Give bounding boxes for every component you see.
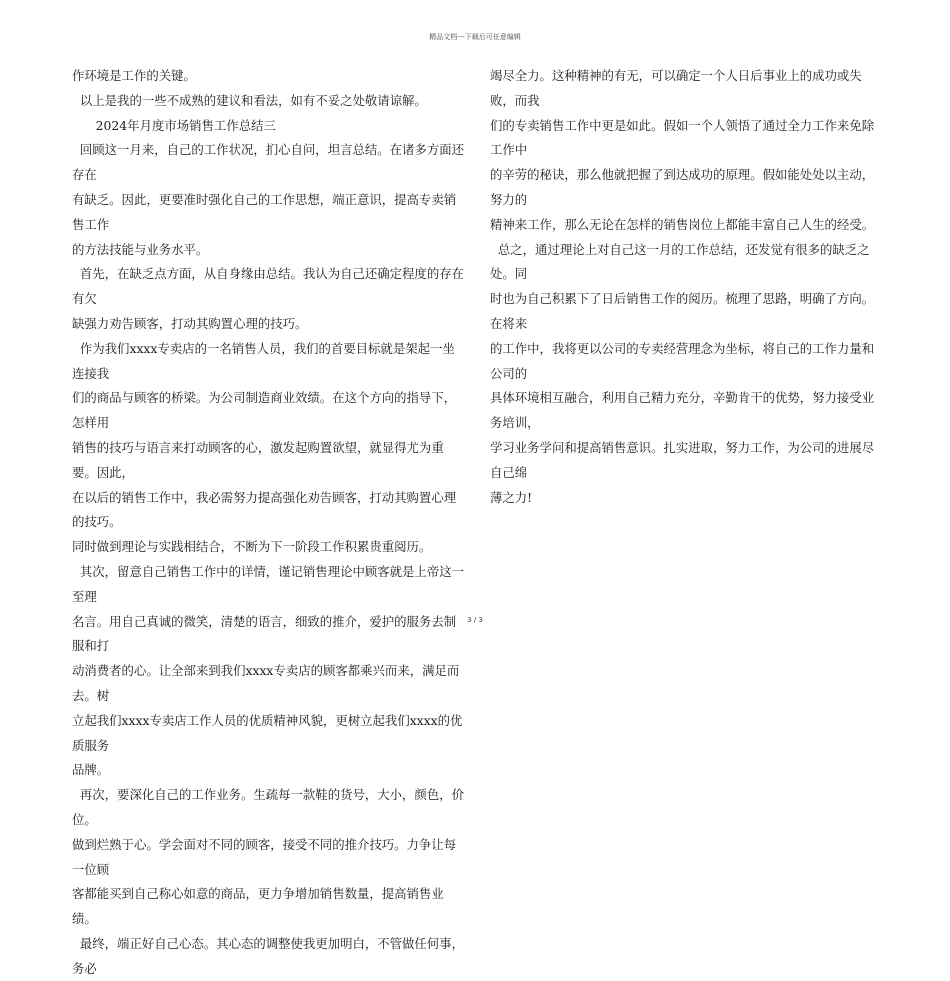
text-line: 回顾这一月来，自己的工作状况，扪心自问，坦言总结。在诸多方面还存在 bbox=[72, 142, 464, 183]
text-line: 立起我们xxxx专卖店工作人员的优质精神风貌，更树立起我们xxxx的优质服务 bbox=[72, 712, 463, 753]
text-line: 的工作中，我将更以公司的专卖经营理念为坐标，将自己的工作力量和公司的 bbox=[490, 340, 875, 381]
right-column bbox=[490, 64, 885, 510]
text-line: 的辛劳的秘诀，那么他就把握了到达成功的原理。假如能处处以主动，努力的 bbox=[490, 167, 875, 207]
text-line: 精神来工作，那么无论在怎样的销售岗位上都能丰富自己人生的经受。 bbox=[490, 216, 875, 232]
text-line: 同时做到理论与实践相结合，不断为下一阶段工作积累贵重阅历。 bbox=[72, 539, 432, 555]
text-line: 以上是我的一些不成熟的建议和看法，如有不妥之处敬请谅解。 bbox=[72, 92, 427, 108]
text-line: 学习业务学问和提高销售意识。扎实进取，努力工作，为公司的进展尽自己绵 bbox=[490, 439, 875, 480]
left-column bbox=[72, 64, 464, 981]
text-line: 做到烂熟于心。学会面对不同的顾客，接受不同的推介技巧。力争让每一位顾 bbox=[72, 836, 457, 877]
text-line: 总之，通过理论上对自己这一月的工作总结，还发觉有很多的缺乏之处。同 bbox=[490, 241, 870, 282]
text-line: 缺强力劝告顾客，打动其购置心理的技巧。 bbox=[72, 315, 308, 331]
text-line: 销售的技巧与语言来打动顾客的心，激发起购置欲望，就显得尤为重要。因此， bbox=[72, 439, 444, 480]
text-line: 其次，留意自己销售工作中的详情，谨记销售理论中顾客就是上帝这一至理 bbox=[72, 563, 464, 604]
text-line: 的方法技能与业务水平。 bbox=[72, 241, 209, 257]
text-line: 竭尽全力。这种精神的有无，可以确定一个人日后事业上的成功或失败，而我 bbox=[490, 68, 862, 108]
text-line: 在以后的销售工作中，我必需努力提高强化劝告顾客，打动其购置心理的技巧。 bbox=[72, 489, 457, 530]
text-line: 最终，端正好自己心态。其心态的调整使我更加明白，不管做任何事，务必 bbox=[72, 935, 464, 976]
text-line: 首先，在缺乏点方面，从自身缘由总结。我认为自己还确定程度的存在有欠 bbox=[72, 266, 464, 307]
text-line: 薄之力! bbox=[490, 489, 533, 505]
text-line: 品牌。 bbox=[72, 762, 110, 778]
section-title: 2024年月度市场销售工作总结三 bbox=[72, 117, 276, 133]
text-line: 时也为自己积累下了日后销售工作的阅历。梳理了思路，明确了方向。在将来 bbox=[490, 291, 875, 331]
text-line: 作为我们xxxx专卖店的一名销售人员，我们的首要目标就是架起一坐连接我 bbox=[72, 340, 455, 381]
page-header: 精品文档---下载后可任意编辑 bbox=[429, 33, 521, 41]
text-line: 动消费者的心。让全部来到我们xxxx专卖店的顾客都乘兴而来，满足而去。树 bbox=[72, 663, 460, 703]
text-line: 作环境是工作的关键。 bbox=[72, 68, 196, 83]
text-line: 们的商品与顾客的桥梁。为公司制造商业效绩。在这个方向的指导下，怎样用 bbox=[72, 390, 457, 431]
text-line: 再次，要深化自己的工作业务。生疏每一款鞋的货号，大小，颜色，价位。 bbox=[72, 787, 464, 827]
text-line: 名言。用自己真诚的微笑，清楚的语言，细致的推介，爱护的服务去制服和打 bbox=[72, 613, 457, 654]
text-line: 具体环境相互融合，利用自己精力充分，辛勤肯干的优势，努力接受业务培训， bbox=[490, 390, 875, 431]
text-line: 客都能买到自己称心如意的商品，更力争增加销售数量，提高销售业绩。 bbox=[72, 886, 444, 927]
page-number: 3 / 3 bbox=[467, 616, 483, 624]
text-line: 有缺乏。因此，更要准时强化自己的工作思想，端正意识，提高专卖销售工作 bbox=[72, 191, 457, 232]
text-line: 们的专卖销售工作中更是如此。假如一个人领悟了通过全力工作来免除工作中 bbox=[490, 117, 875, 158]
